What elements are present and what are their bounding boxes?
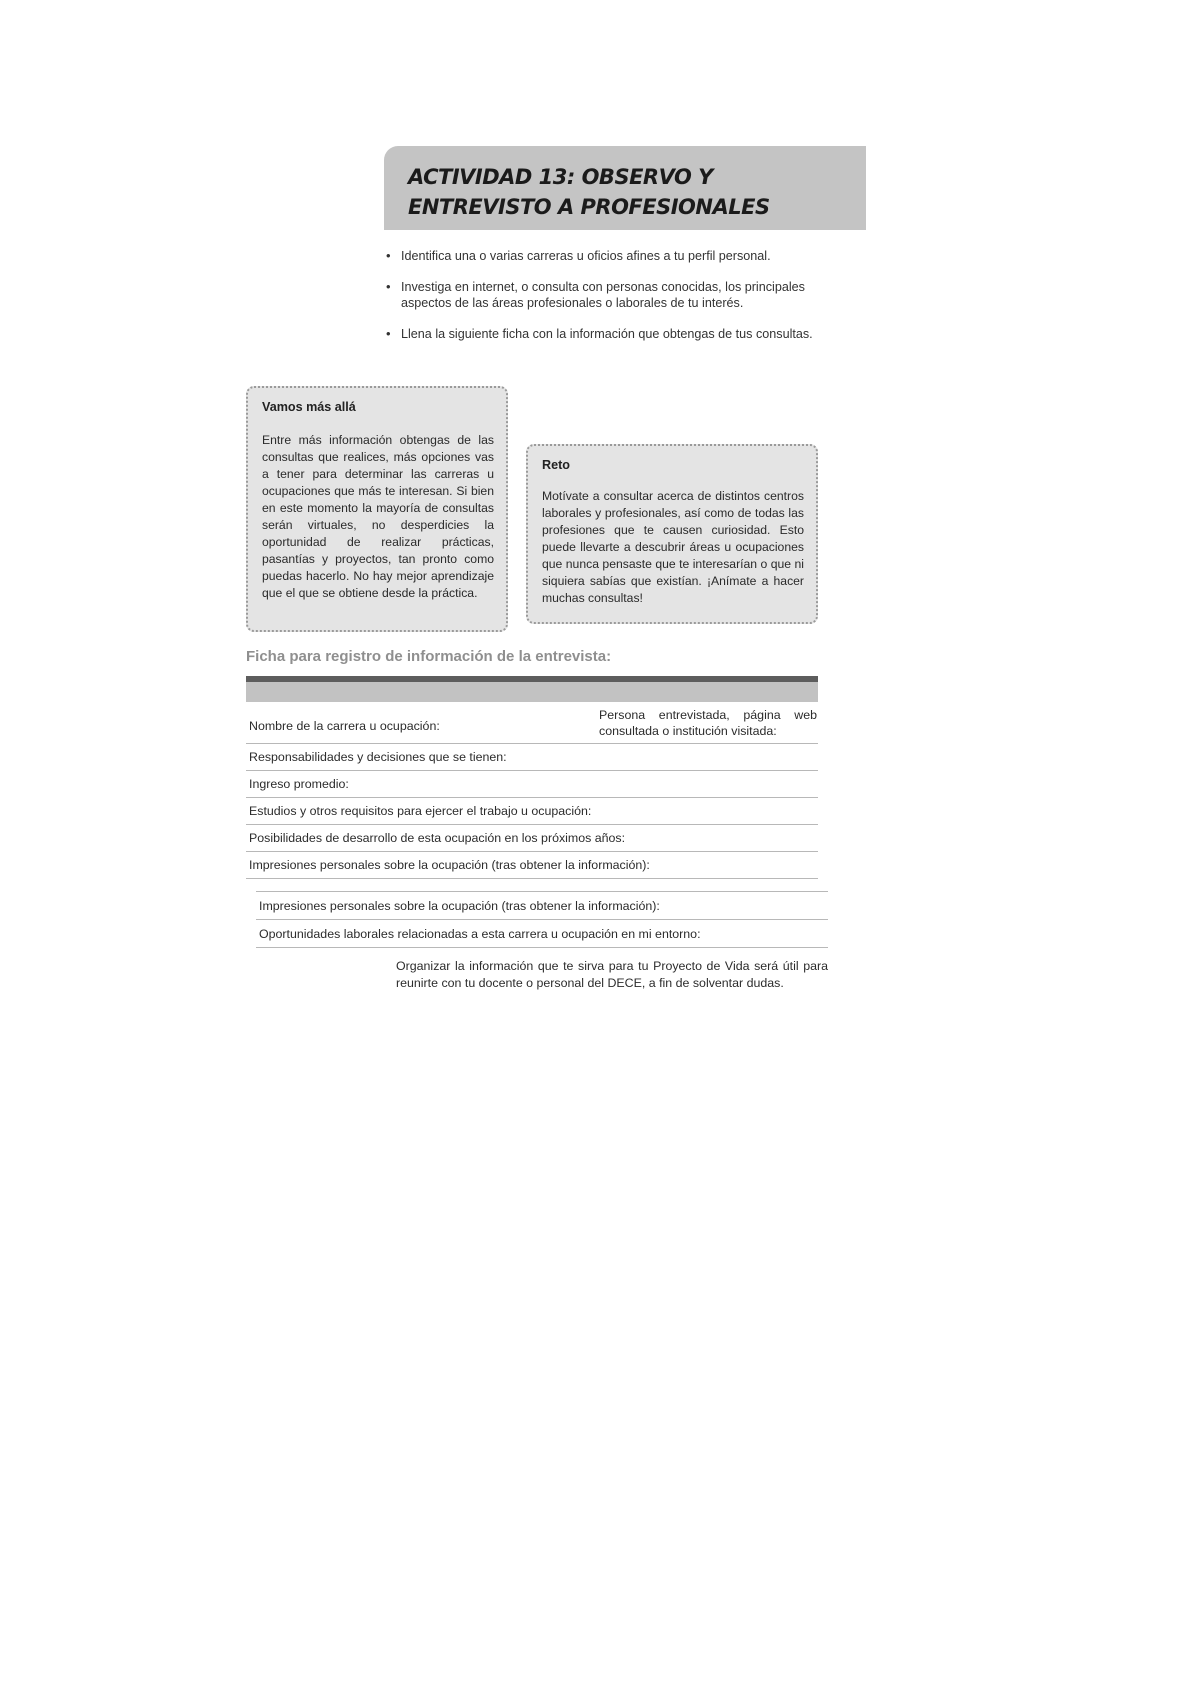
- form-row[interactable]: [246, 771, 818, 798]
- footer-note: Organizar la información que te sirva para tu Proyecto de Vida será útil para reunirte con tu docente o personal del DECE, a fin de solventar dudas.: [396, 959, 828, 990]
- form-row[interactable]: [246, 798, 818, 825]
- form-row[interactable]: [246, 702, 818, 744]
- interview-form-table-continued: [256, 891, 828, 948]
- instruction-list: [386, 248, 816, 357]
- activity-title-line-1: ACTIVIDAD 13: OBSERVO Y: [408, 165, 713, 189]
- interview-form-table: [246, 676, 818, 879]
- form-field-label: Impresiones personales sobre la ocupación (tras obtener la información):: [249, 858, 650, 872]
- instruction-item: • Identifica una o varias carreras u oficios afines a tu perfil personal.: [386, 248, 816, 264]
- reto-box: [526, 444, 818, 624]
- box-title: Vamos más allá: [262, 400, 356, 414]
- form-row[interactable]: [246, 825, 818, 852]
- box-text: Motívate a consultar acerca de distintos centros laborales y profesionales, así como de todas las profesiones que te causen curiosidad. Esto puede llevarte a descubrir áreas u ocupaciones que nunca pensaste que te interesarían o que ni siquiera sabías que existían. ¡Anímate a hacer muchas consultas!: [542, 489, 804, 605]
- form-heading: Ficha para registro de información de la entrevista:: [246, 648, 612, 665]
- form-row[interactable]: [256, 892, 828, 920]
- form-row[interactable]: [256, 920, 828, 948]
- activity-title-line-2: ENTREVISTO A PROFESIONALES: [408, 195, 770, 219]
- form-field-label: Responsabilidades y decisiones que se tienen:: [249, 750, 507, 764]
- instruction-item: • Llena la siguiente ficha con la información que obtengas de tus consultas.: [386, 326, 816, 342]
- form-field-label: Impresiones personales sobre la ocupación (tras obtener la información):: [259, 898, 660, 913]
- form-field-label: Oportunidades laborales relacionadas a esta carrera u ocupación en mi entorno:: [259, 926, 701, 941]
- form-field-label: Persona entrevistada, página web consultada o institución visitada:: [599, 707, 817, 738]
- form-header-bar: [246, 676, 818, 702]
- box-title: Reto: [542, 458, 570, 472]
- activity-title-banner: [384, 146, 866, 230]
- box-text: Entre más información obtengas de las consultas que realices, más opciones vas a tener para determinar las carreras u ocupaciones que más te interesan. Si bien en este momento la mayoría de consultas serán virtuales, no desperdicies la oportunidad de realizar prácticas, pasantías y proyectos, tan pronto como puedas hacerlo. No hay mejor aprendizaje que el que se obtiene desde la práctica.: [262, 433, 494, 600]
- instruction-item: • Investiga en internet, o consulta con personas conocidas, los principales aspectos de las áreas profesionales o laborales de tu interés.: [386, 279, 816, 311]
- form-row[interactable]: [246, 852, 818, 879]
- form-field-label: Nombre de la carrera u ocupación:: [249, 718, 440, 733]
- form-field-label: Estudios y otros requisitos para ejercer el trabajo u ocupación:: [249, 804, 592, 818]
- form-row[interactable]: [246, 744, 818, 771]
- form-field-label: Posibilidades de desarrollo de esta ocupación en los próximos años:: [249, 831, 626, 845]
- vamos-mas-alla-box: [246, 386, 508, 632]
- form-field-label: Ingreso promedio:: [249, 777, 349, 791]
